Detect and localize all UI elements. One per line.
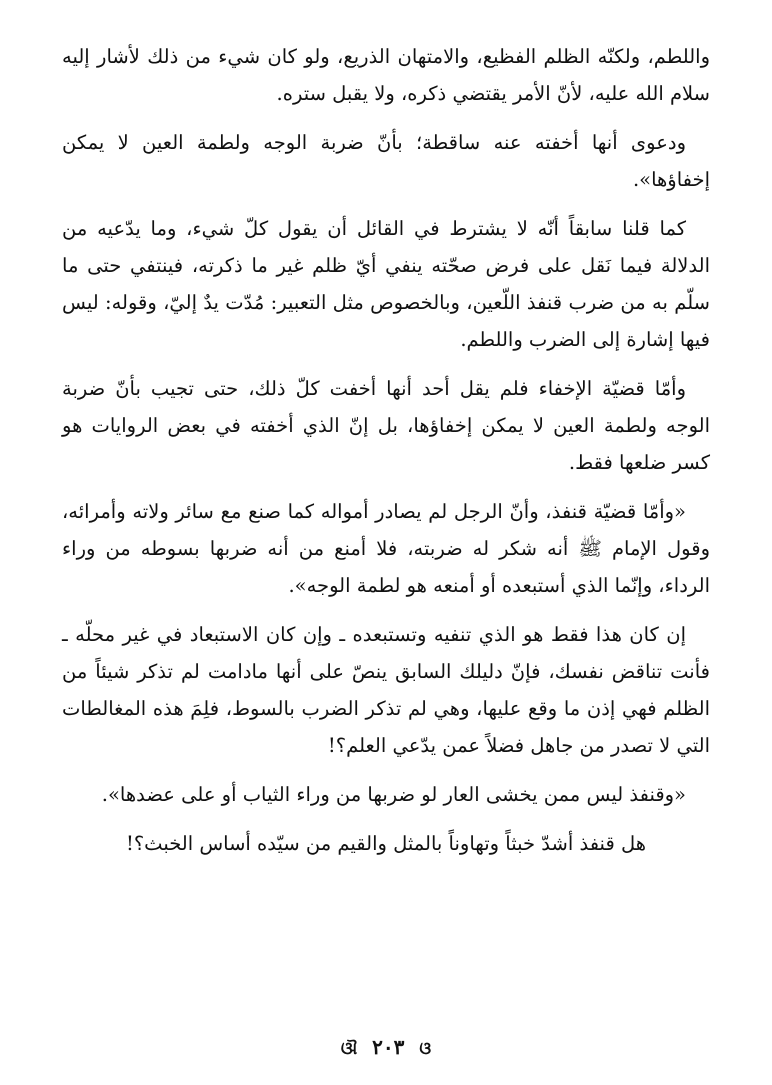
paragraph-3: كما قلنا سابقاً أنّه لا يشترط في القائل أن يقول كلّ شيء، وما يدّعيه من الدلالة فيما نَقل على فرض صحّته ينفي أيّ ظلم غير ما ذكرته، فينتفي حتى ما سلّم به من ضرب قنفذ اللّعين، وبالخصوص مثل التعبير: مُدّت يدٌ إليّ، وقوله: ليس فيها إشارة إلى الضرب واللطم. xyxy=(62,217,710,351)
page-footer xyxy=(0,1035,772,1059)
paragraph-1: واللطم، ولكنّه الظلم الفظيع، والامتهان الذريع، ولو كان شيء من ذلك لأشار إليه سلام الله عليه، لأنّ الأمر يقتضي ذكره، ولا يقبل ستره. xyxy=(62,45,710,105)
paragraph-2: ودعوى أنها أخفته عنه ساقطة؛ بأنّ ضربة الوجه ولطمة العين لا يمكن إخفاؤها». xyxy=(62,131,710,191)
paragraph-4: وأمّا قضيّة الإخفاء فلم يقل أحد أنها أخفت كلّ ذلك، حتى تجيب بأنّ ضربة الوجه ولطمة العين لا يمكن إخفاؤها، بل إنّ الذي أخفته في بعض الروايات هو كسر ضلعها فقط. xyxy=(62,377,710,474)
page-number: ٢٠٣ xyxy=(372,1035,405,1059)
paragraph-5-quote: «وأمّا قضيّة قنفذ، وأنّ الرجل لم يصادر أمواله كما صنع مع سائر ولاته وأمرائه، وقول الإمام ﷺ أنه شكر له ضربته، فلا أمنع من أنه ضربها بسوطه من وراء الرداء، وإنّما الذي أستبعده أو أمنعه هو لطمة الوجه». xyxy=(62,500,710,597)
footer-ornament-right-icon: ଓ xyxy=(419,1039,432,1059)
paragraph-7-quote: «وقنفذ ليس ممن يخشى العار لو ضربها من وراء الثياب أو على عضدها». xyxy=(101,783,686,806)
paragraph-6: إن كان هذا فقط هو الذي تنفيه وتستبعده ـ وإن كان الاستبعاد في غير محلّه ـ فأنت تناقض نفسك، فإنّ دليلك السابق ينصّ على أنها مادامت لم تذكر شيئاً من الظلم فهي إذن ما وقع عليها، وهي لم تذكر الضرب بالسوط، فلِمَ هذه المغالطات التي لا تصدر من جاهل فضلاً عمن يدّعي العلم؟! xyxy=(62,623,710,757)
footer-ornament-left-icon: ଔ xyxy=(340,1039,358,1059)
paragraph-8: هل قنفذ أشدّ خبثاً وتهاوناً بالمثل والقيم من سيّده أساس الخبث؟! xyxy=(125,832,647,855)
